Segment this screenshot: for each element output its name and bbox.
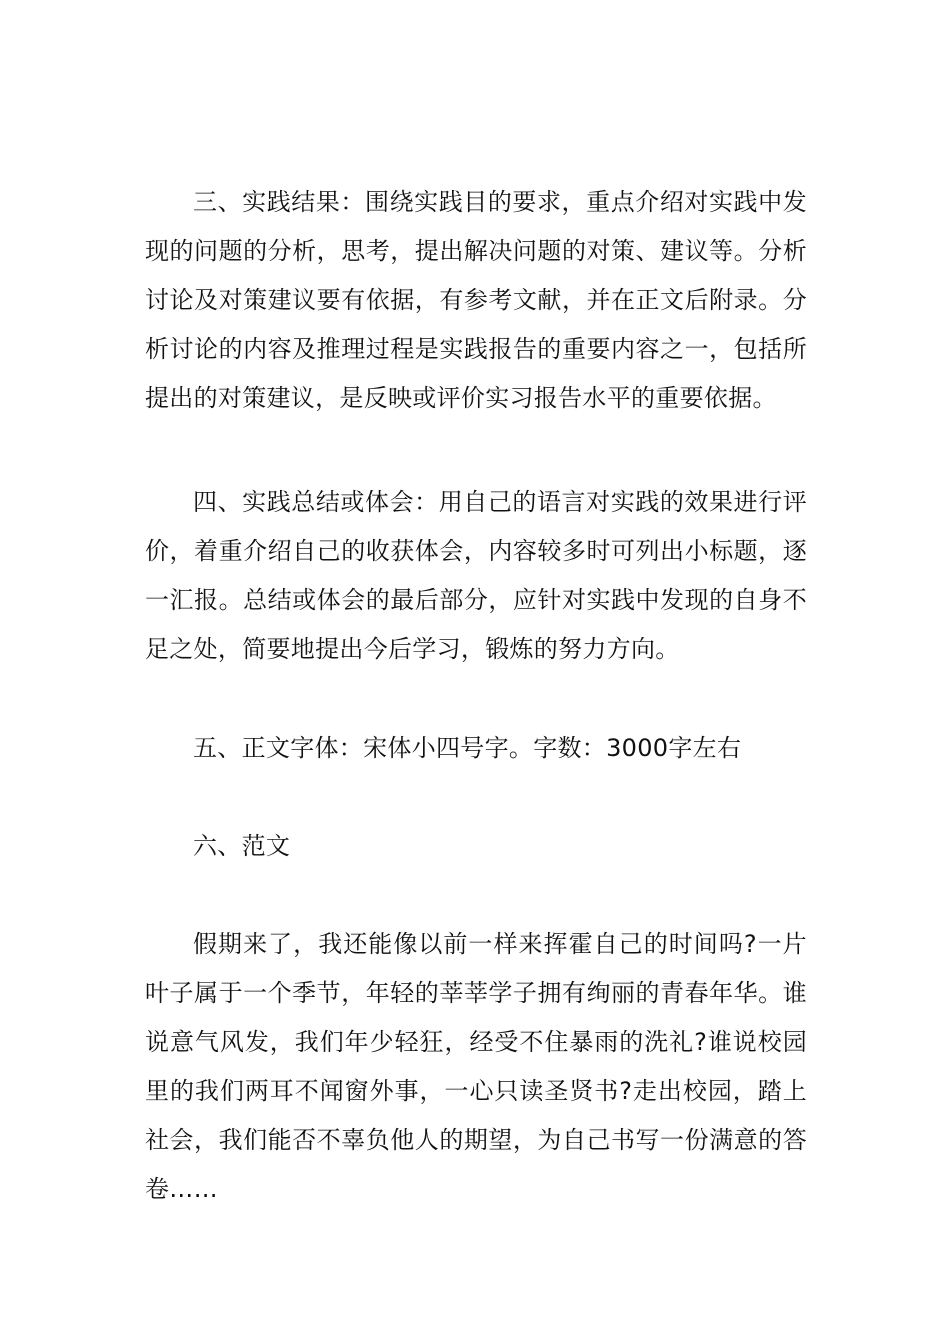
paragraph-sample-heading: 六、范文: [193, 832, 291, 860]
paragraph-sample-text: 假期来了，我还能像以前一样来挥霍自己的时间吗?一片叶子属于一个季节，年轻的莘莘学子拥有绚丽的青春年华。谁说意气风发，我们年少轻狂，经受不住暴雨的洗礼?谁说校园里的我们两耳不闻窗外事，一心只读圣贤书?走出校园，踏上社会，我们能否不辜负他人的期望，为自己书写一份满意的答卷……: [145, 930, 807, 1203]
paragraph-font-requirements: 五、正文字体：宋体小四号字。字数：3000字左右: [193, 734, 742, 762]
paragraph-practice-summary: 四、实践总结或体会：用自己的语言对实践的效果进行评价，着重介绍自己的收获体会，内容较多时可列出小标题，逐一汇报。总结或体会的最后部分，应针对实践中发现的自身不足之处，简要地提出今后学习，锻炼的努力方向。: [145, 488, 807, 663]
paragraph-practice-results: 三、实践结果：围绕实践目的要求，重点介绍对实践中发现的问题的分析，思考，提出解决问题的对策、建议等。分析讨论及对策建议要有依据，有参考文献，并在正文后附录。分析讨论的内容及推理过程是实践报告的重要内容之一，包括所提出的对策建议，是反映或评价实习报告水平的重要依据。: [145, 188, 807, 412]
